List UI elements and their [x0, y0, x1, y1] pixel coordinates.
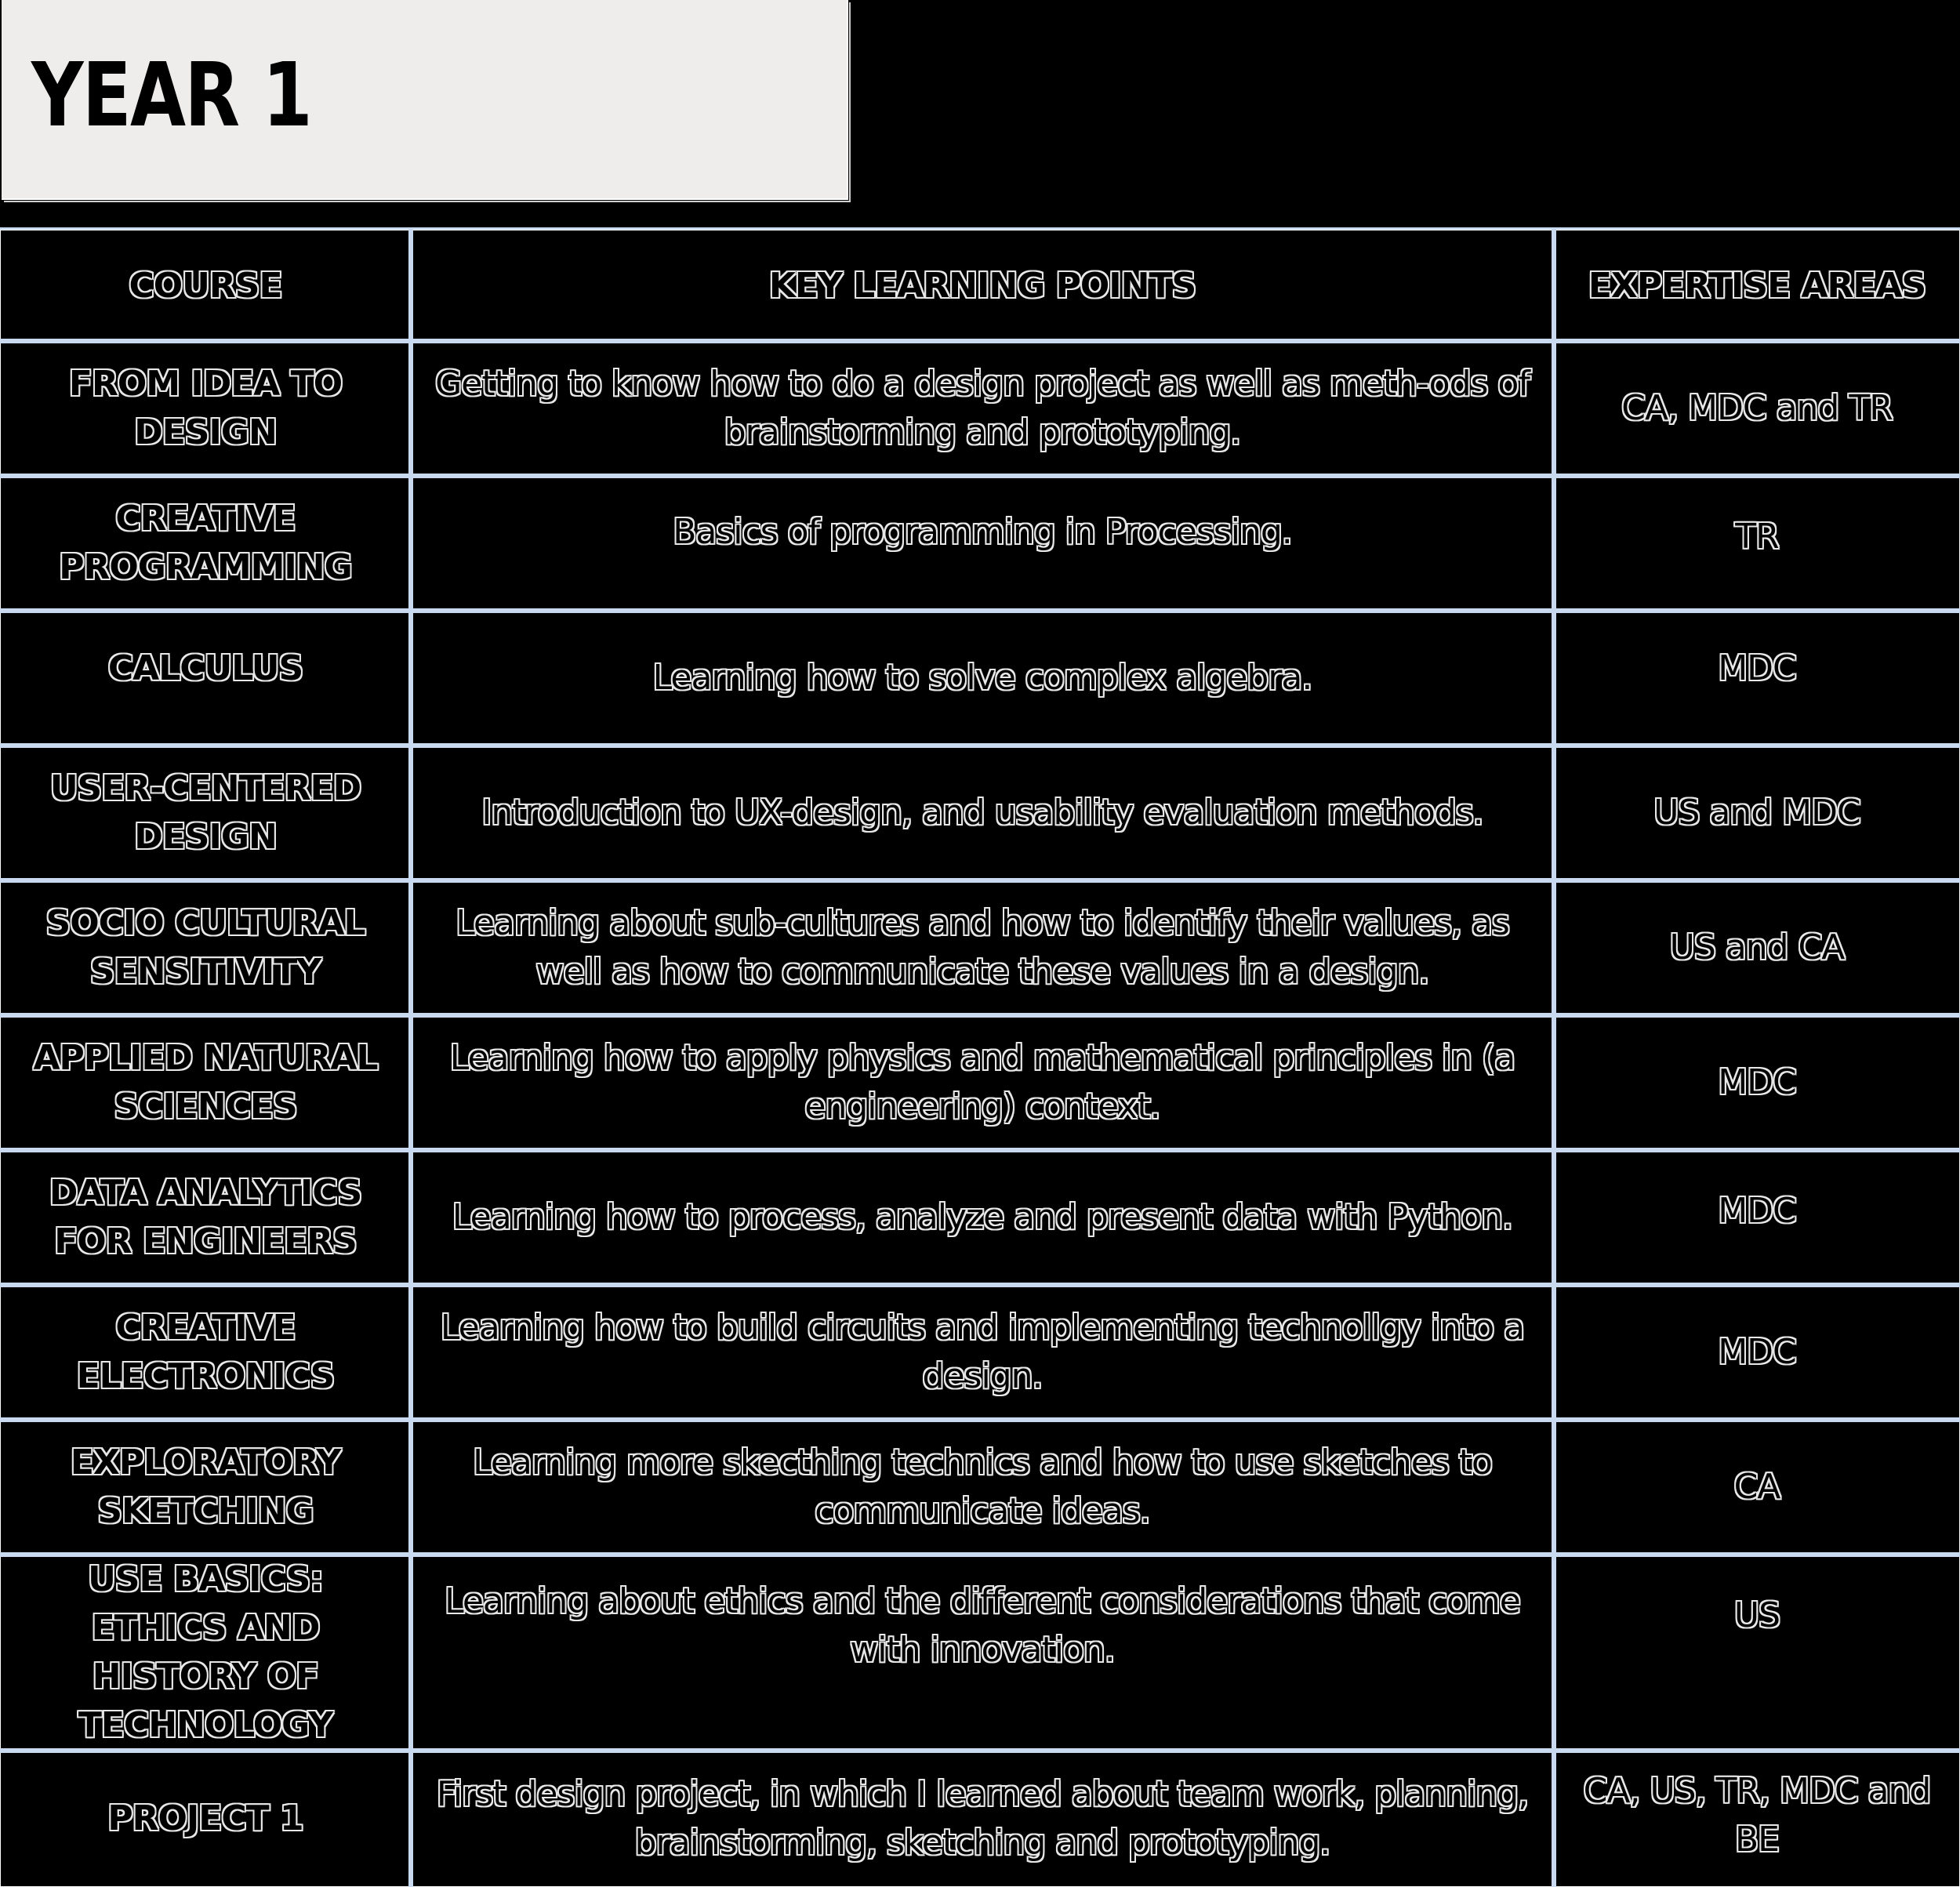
header-expertise-areas: EXPERTISE AREAS [1554, 230, 1960, 341]
courses-table [0, 230, 1960, 1887]
table-row [0, 1751, 1960, 1887]
header-course: COURSE [0, 230, 411, 341]
expertise-areas-cell: MDC [1554, 1015, 1960, 1150]
key-learning-points-cell: Getting to know how to do a design project as well as meth-ods of brainstorming and prototyping. [411, 341, 1554, 476]
course-cell: CALCULUS [0, 611, 411, 746]
page-title: YEAR 1 [31, 45, 312, 147]
key-learning-points-cell: Learning more skecthing technics and how to use sketches to communicate ideas. [411, 1420, 1554, 1555]
table-header-row [0, 230, 1960, 341]
expertise-areas-cell: CA, US, TR, MDC and BE [1554, 1751, 1960, 1887]
course-cell: PROJECT 1 [0, 1751, 411, 1887]
expertise-areas-cell: US [1554, 1555, 1960, 1751]
expertise-areas-cell: US and MDC [1554, 746, 1960, 880]
course-cell: USE BASICS: ETHICS AND HISTORY OF TECHNOLOGY [0, 1555, 411, 1751]
course-cell: CREATIVE PROGRAMMING [0, 476, 411, 611]
course-cell: CREATIVE ELECTRONICS [0, 1285, 411, 1420]
key-learning-points-cell: Learning how to apply physics and mathematical principles in (a engineering) context. [411, 1015, 1554, 1150]
expertise-areas-cell: CA, MDC and TR [1554, 341, 1960, 476]
course-cell: FROM IDEA TO DESIGN [0, 341, 411, 476]
expertise-areas-cell: MDC [1554, 611, 1960, 746]
key-learning-points-cell: Learning about ethics and the different considerations that come with innovation. [411, 1555, 1554, 1751]
header-key-learning-points: KEY LEARNING POINTS [411, 230, 1554, 341]
key-learning-points-cell: Learning about sub-cultures and how to identify their values, as well as how to communicate these values in a design. [411, 880, 1554, 1015]
key-learning-points-cell: Learning how to build circuits and implementing technollgy into a design. [411, 1285, 1554, 1420]
table-row [0, 1420, 1960, 1555]
course-cell: EXPLORATORY SKETCHING [0, 1420, 411, 1555]
table-row [0, 1285, 1960, 1420]
table-row [0, 746, 1960, 880]
table-row [0, 611, 1960, 746]
course-cell: DATA ANALYTICS FOR ENGINEERS [0, 1150, 411, 1285]
key-learning-points-cell: Basics of programming in Processing. [411, 476, 1554, 611]
course-cell: APPLIED NATURAL SCIENCES [0, 1015, 411, 1150]
key-learning-points-cell: First design project, in which I learned about team work, planning, brainstorming, sketching and prototyping. [411, 1751, 1554, 1887]
table-row [0, 1555, 1960, 1751]
key-learning-points-cell: Learning how to process, analyze and present data with Python. [411, 1150, 1554, 1285]
table-row [0, 476, 1960, 611]
table-row [0, 341, 1960, 476]
expertise-areas-cell: TR [1554, 476, 1960, 611]
table-row [0, 880, 1960, 1015]
year-title-box [2, 0, 848, 200]
courses-table-wrapper [0, 230, 1960, 1871]
key-learning-points-cell: Introduction to UX-design, and usability evaluation methods. [411, 746, 1554, 880]
expertise-areas-cell: US and CA [1554, 880, 1960, 1015]
table-row [0, 1150, 1960, 1285]
expertise-areas-cell: MDC [1554, 1285, 1960, 1420]
course-cell: SOCIO CULTURAL SENSITIVITY [0, 880, 411, 1015]
course-cell: USER-CENTERED DESIGN [0, 746, 411, 880]
expertise-areas-cell: CA [1554, 1420, 1960, 1555]
table-row [0, 1015, 1960, 1150]
expertise-areas-cell: MDC [1554, 1150, 1960, 1285]
key-learning-points-cell: Learning how to solve complex algebra. [411, 611, 1554, 746]
